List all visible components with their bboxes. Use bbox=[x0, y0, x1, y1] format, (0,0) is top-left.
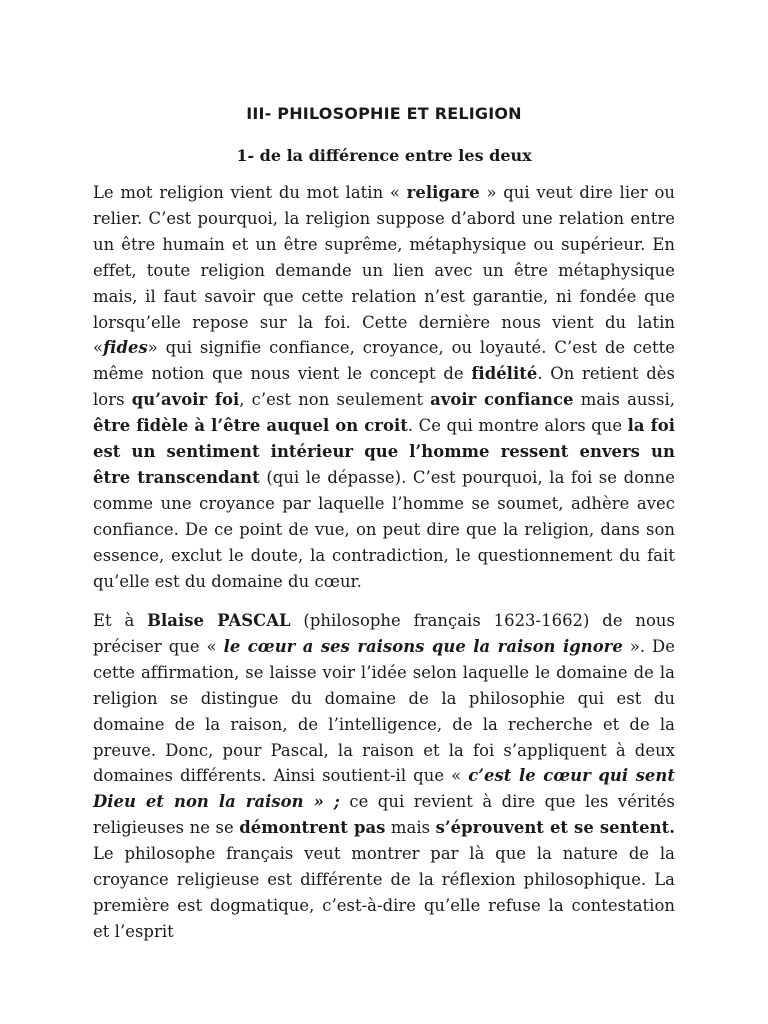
emphasis-text: être fidèle à l’être auquel on croit bbox=[93, 416, 408, 436]
text-run: » qui veut dire lier ou relier. C’est pourquoi, la religion suppose d’abord une relation entre un être humain et un être suprême, métaphysique ou supérieur. En effet, toute religion demande un lien avec un être métaphysique mais, il faut savoir que cette relation n’est garantie, ni fondée que lorsqu’elle repose sur la foi. Cette dernière nous vient du latin « bbox=[93, 183, 675, 358]
emphasis-text: c’est le cœur qui sent Dieu et non la raison » ; bbox=[93, 766, 675, 812]
paragraph-religion-definition bbox=[93, 180, 675, 595]
emphasis-text: fides bbox=[103, 338, 148, 358]
section-title: III- PHILOSOPHIE ET RELIGION bbox=[246, 104, 522, 123]
text-run: . Ce qui montre alors que bbox=[407, 416, 628, 436]
subsection-title: 1- de la différence entre les deux bbox=[236, 146, 532, 165]
text-run: Et à bbox=[93, 611, 148, 630]
emphasis-text: religare bbox=[406, 183, 480, 202]
text-run: Le philosophe français veut montrer par là que la nature de la croyance religieuse est différente de la réflexion philosophique. La première est dogmatique, c’est-à-dire qu’elle refuse la contestation et l’esprit bbox=[93, 844, 675, 941]
emphasis-text: qu’avoir foi bbox=[131, 390, 240, 410]
text-run: mais aussi, bbox=[573, 390, 675, 410]
text-run: . On retient dès lors bbox=[93, 364, 675, 410]
emphasis-text: s’éprouvent et se sentent. bbox=[435, 818, 675, 838]
emphasis-text: démontrent pas bbox=[239, 818, 386, 838]
text-run: » qui signifie confiance, croyance, ou loyauté. C’est de cette même notion que nous vient le concept de bbox=[93, 338, 675, 384]
text-run: , c’est non seulement bbox=[239, 390, 431, 410]
text-run: (qui le dépasse). C’est pourquoi, la foi se donne comme une croyance par laquelle l’homme se soumet, adhère avec confiance. De ce point de vue, on peut dire que la religion, dans son essence, exclut le doute, la contradiction, le questionnement du fait qu’elle est du domaine du cœur. bbox=[93, 467, 675, 591]
text-run: ». De cette affirmation, se laisse voir l’idée selon laquelle le domaine de la religion se distingue du domaine de la philosophie qui est du domaine de la raison, de l’intelligence, de la recherche et de la preuve. Donc, pour Pascal, la raison et la foi s’appliquent à deux domaines différents. Ainsi soutient-il que « bbox=[93, 636, 675, 786]
text-run: mais bbox=[385, 818, 436, 838]
paragraph-pascal bbox=[93, 608, 675, 945]
text-run: (philosophe français 1623-1662) de nous préciser que « bbox=[93, 611, 675, 656]
text-run: ce qui revient à dire que les vérités religieuses ne se bbox=[93, 792, 675, 838]
emphasis-text: avoir confiance bbox=[430, 390, 574, 410]
emphasis-text: fidélité bbox=[471, 364, 538, 384]
text-run: Le mot religion vient du mot latin « bbox=[93, 183, 407, 202]
emphasis-text: Blaise PASCAL bbox=[147, 611, 291, 630]
emphasis-text: la foi est un sentiment intérieur que l’homme ressent envers un être transcendant bbox=[93, 416, 675, 487]
emphasis-text: le cœur a ses raisons que la raison ignore bbox=[223, 636, 623, 656]
